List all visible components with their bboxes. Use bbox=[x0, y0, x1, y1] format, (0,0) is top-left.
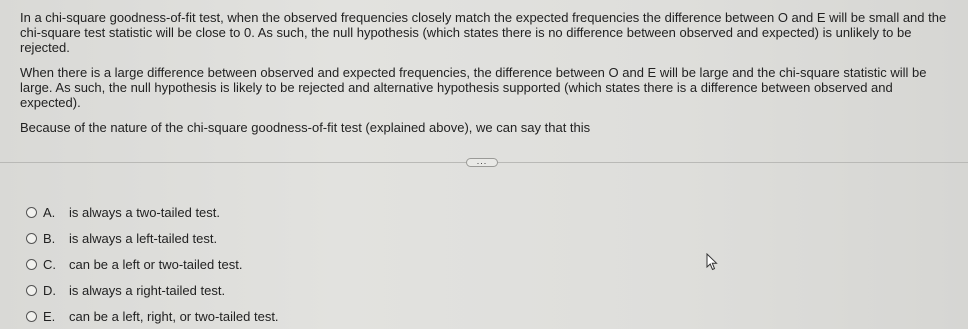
radio-button-a[interactable] bbox=[26, 207, 37, 218]
option-text: is always a left-tailed test. bbox=[69, 230, 218, 246]
option-c[interactable] bbox=[26, 251, 279, 277]
answer-options bbox=[26, 199, 279, 329]
option-text: is always a two-tailed test. bbox=[69, 204, 221, 220]
option-letter: D. bbox=[43, 282, 56, 298]
option-letter: A. bbox=[43, 204, 56, 220]
radio-button-c[interactable] bbox=[26, 259, 37, 270]
radio-button-e[interactable] bbox=[26, 311, 37, 322]
question-paragraph-3: Because of the nature of the chi-square goodness-of-fit test (explained above), we can say that this bbox=[20, 120, 591, 135]
option-e[interactable] bbox=[26, 303, 279, 329]
section-divider bbox=[0, 158, 968, 168]
option-letter: E. bbox=[43, 308, 56, 324]
option-b[interactable] bbox=[26, 225, 279, 251]
mouse-cursor-icon bbox=[706, 253, 718, 271]
option-text: is always a right-tailed test. bbox=[69, 282, 226, 298]
option-d[interactable] bbox=[26, 277, 279, 303]
radio-button-d[interactable] bbox=[26, 285, 37, 296]
option-text: can be a left or two-tailed test. bbox=[69, 256, 243, 272]
option-letter: B. bbox=[43, 230, 56, 246]
option-text: can be a left, right, or two-tailed test. bbox=[69, 308, 279, 324]
question-text bbox=[20, 10, 955, 145]
radio-button-b[interactable] bbox=[26, 233, 37, 244]
question-paragraph-2: When there is a large difference between observed and expected frequencies, the difference between O and E will be large and the chi-square statistic will be large. As such, the null hypothesis is likely to be rejected and alternative hypothesis supported (which states there is a difference between observed and expected). bbox=[20, 65, 927, 110]
option-letter: C. bbox=[43, 256, 56, 272]
expand-more-button[interactable]: ... bbox=[466, 158, 498, 167]
option-a[interactable] bbox=[26, 199, 279, 225]
question-paragraph-1: In a chi-square goodness-of-fit test, when the observed frequencies closely match the expected frequencies the difference between O and E will be small and the chi-square test statistic will be close to 0. As such, the null hypothesis (which states there is no difference between observed and expected) is unlikely to be rejected. bbox=[20, 10, 947, 55]
